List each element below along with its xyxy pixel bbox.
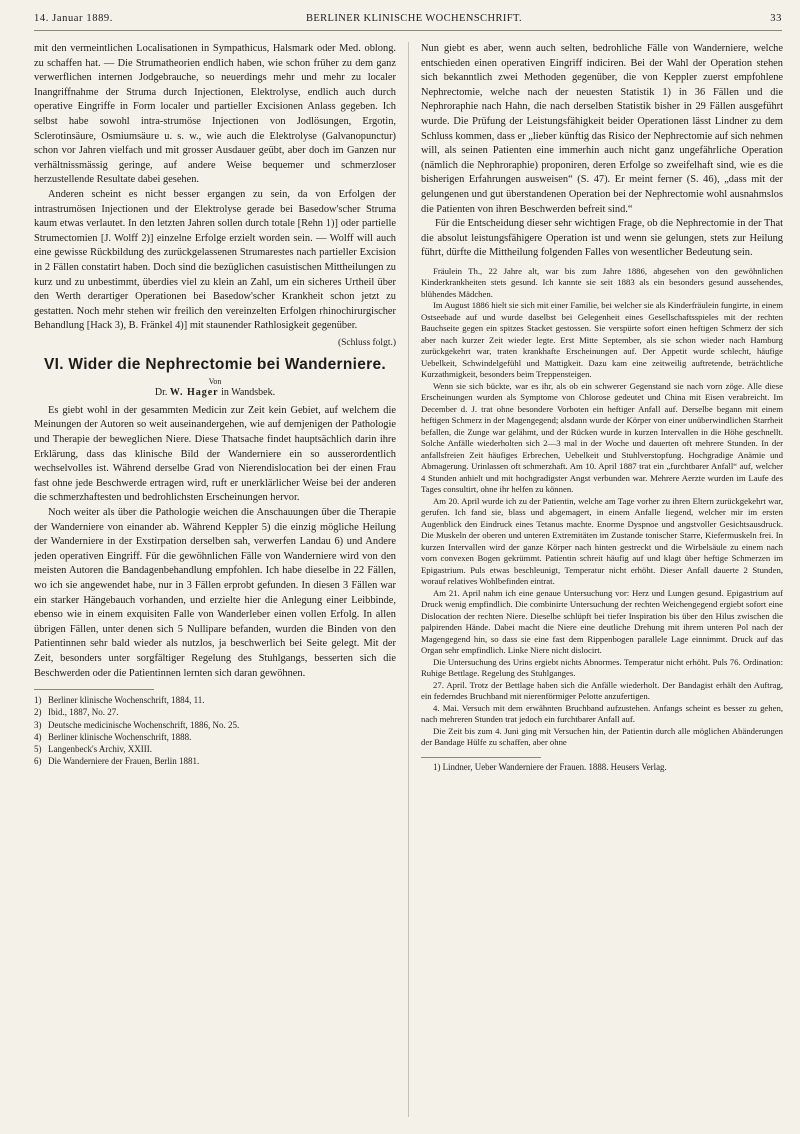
page-number: 33 <box>770 13 782 24</box>
footnote: 2) Ibid., 1887, No. 27. <box>34 707 119 718</box>
footnote: 3) Deutsche medicinische Wochenschrift, 1886, No. 25. <box>34 719 240 730</box>
case-paragraph: Wenn sie sich bückte, war es ihr, als ob ein schwerer Gegenstand sie nach vorn zöge. Alle diese Erscheinungen wurden als Symptome von Chlorose gedeutet und China mit Eisen verabreicht. Im December d. J. trat ohne besondere Vorboten ein heftiger Anfall auf. Derselbe begann mit einem heftigen Schmerz in der Magengegend; alsdann wurde der Körper von einer unüberwindlichen Starrheit befallen, die Zunge war gelähmt, und der Rücken wurde in kurzen Intervallen in die Höhe geschnellt. Solche Anfälle wiederholten sich 2—3 mal in der Woche und dauerten oft mehrere Stunden. In der anfallsfreien Zeit häufiges Erbrechen, Uebelkeit und Stuhlverstopfung. Hochgradige Anämie und Abmagerung. Urinlassen oft schmerzhaft. Am 10. April 1887 trat ein „furchtbarer Anfall“ auf, welcher 4 Stunden anhielt und mit hochgradigster Angst verbunden war. Mehrere Aerzte wurden im Laufe des Tages consultirt, ohne ihr helfen zu können. <box>421 380 783 495</box>
newspaper-page <box>34 10 782 1122</box>
footnote: 1) Berliner klinische Wochenschrift, 1884, 11. <box>34 695 205 706</box>
paragraph: Es giebt wohl in der gesammten Medicin zur Zeit kein Gebiet, auf welchem die Meinungen der Autoren so weit auseinandergehen, wie auf demjenigen der Pathologie und Therapie der beweglichen Niere. Diese Thatsache findet hauptsächlich darin ihre Erklärung, dass das klinische Bild der Wanderniere ein so ausserordentlich wechselvolles ist. Während derselbe Grad von Nierendislocation bei der einen Frau fast ohne jede Beschwerde ertragen wird, ruft er unerklärlicher Weise bei der anderen die schmerzhaftesten und bedrohlichsten Erscheinungen hervor. <box>34 404 396 504</box>
byline-author <box>34 387 396 398</box>
right-column <box>421 42 783 1117</box>
case-paragraph: 27. April. Trotz der Bettlage haben sich die Anfälle wiederholt. Der Bandagist erhält den Auftrag, ein federndes Bruchband mit nierenförmiger Pelotte anzufertigen. <box>421 679 783 702</box>
paragraph: Nun giebt es aber, wenn auch selten, bedrohliche Fälle von Wanderniere, welche entschieden einen operativen Eingriff indiciren. Bei der Wahl der Operation stehen sich bekanntlich zwei Methoden gegenüber, die von Keppler zuerst empfohlene Nephrectomie, welche nach der neuesten Statistik 1) in 36 Fällen und die Nephroraphie nach Hahn, die nach derselben Statistik bisher in 29 Fällen ausgeführt wurde. Die Prüfung der Leistungsfähigkeit beider Operationen lässt Lindner zu dem Schluss kommen, dass er „lieber künftig das Risico der Nephrectomie auf sich nehmen will, als seinen Patienten eine immerhin auch nicht ganz ungefährliche Operation (nämlich die Nephroraphie) proponiren, deren Erfolge so zweifelhaft sind, wie es die bisherigen Erfahrungen ausweisen“ (S. 47). Er meint ferner (S. 46), „dass mit der gelungenen und gut überstandenen Operation bei der Nephrectomie wohl ausnahmslos die Patienten von ihren Beschwerden befreit sind.“ <box>421 43 783 215</box>
case-paragraph: Am 20. April wurde ich zu der Patientin, welche am Tage vorher zu ihren Eltern zurückgekehrt war, gerufen. Ich fand sie, blass und abgemagert, in einem Anfalle liegend, welcher mir im ersten Augenblick den Eindruck eines Tetanus machte. Enorme Dyspnoe und angstvoller Gesichtsausdruck. Die Muskeln der oberen und unteren Extremitäten im Zustande tonischer Starre, Kiefermuskeln frei. In kurzen Intervallen wird der ganze Körper nach hinten gestreckt und die Wirbelsäule zu einem nach vorn convexen Bogen gekrümmt. Patientin schreit häufig auf und klagt über heftige Schmerzen im Epigastrium. Puls etwas beschleunigt, Temperatur nicht erhöht. Dieser Anfall dauerte 2 Stunden, worauf relatives Wohlbefinden eintrat. <box>421 495 783 587</box>
author-name: W. Hager <box>169 386 219 398</box>
column-divider <box>408 42 409 1117</box>
page-header <box>34 10 782 31</box>
journal-title: BERLINER KLINISCHE WOCHENSCHRIFT. <box>305 13 523 24</box>
footnote-rule <box>34 689 154 690</box>
paragraph: Noch weiter als über die Pathologie weichen die Anschauungen über die Therapie der Wanderniere von einander ab. Während Keppler 5) die einzig mögliche Heilung der Wanderniere in der Exstirpation derselben sah, verwerfen Landau 6) und Andere jeden operativen Eingriff. Für die gewöhnlichen Fälle von Wanderniere wird von den meisten Autoren die Bandagenbehandlung empfohlen. Ich habe dieselbe in 22 Fällen, wo ich sie angewendet habe, nur in 3 Fällen erprobt gefunden. In diesen 3 Fällen war ein starker Hängebauch vorhanden, und erzielte hier die Anlegung einer Leibbinde, ebenso wie in einem exquisiten Falle von Wanderleber einen vollen Erfolg. In allen übrigen Fällen, unter denen sich 5 Nullipare befanden, wurden die Binden von den Patientinnen sehr bald wieder als nutzlos, ja beschwerlich bei Seite gelegt. Mit der Zeit, besonders unter sorgfältiger Regelung des Stuhlgangs, besserten sich die Beschwerden oder die Patientinnen lernten sich daran gewöhnen. <box>34 507 396 679</box>
left-column <box>34 42 396 1117</box>
footnote: 5) Langenbeck's Archiv, XXIII. <box>34 743 153 754</box>
byline-von: Von <box>208 376 222 386</box>
case-paragraph: Fräulein Th., 22 Jahre alt, war bis zum Jahre 1886, abgesehen von den gewöhnlichen Kinderkrankheiten stets gesund. Ich kannte sie seit 1883 als ein besonders gesund aussehendes, blühendes Mädchen. <box>421 265 783 299</box>
footnote-rule <box>421 757 541 758</box>
section-heading: VI. Wider die Nephrectomie bei Wanderniere. <box>43 355 387 373</box>
two-column-body <box>34 42 782 1117</box>
case-paragraph: Am 21. April nahm ich eine genaue Untersuchung vor: Herz und Lungen gesund. Epigastrium auf Druck wenig empfindlich. Die combinirte Untersuchung der rechten Weichengegend ergiebt sofort eine Dislocation der rechten Niere. Dieselbe schlüpft bei tiefer Inspiration bis über den Hilus zwischen die palpirenden Hände. Dabei macht die Niere eine deutliche Drehung mit ihrem unteren Pol nach der Magengegend hin, so dass sie eine fast dem Rippenbogen parallele Lage einnimmt. Druck auf das Organ sehr empfindlich. Linke Niere nicht dislocirt. <box>421 587 783 656</box>
case-paragraph: Die Zeit bis zum 4. Juni ging mit Versuchen hin, der Patientin durch alle möglichen Abänderungen der Bandage Hülfe zu schaffen, aber ohne <box>421 725 783 748</box>
footnote: 1) Lindner, Ueber Wanderniere der Frauen. 1888. Heusers Verlag. <box>433 761 667 772</box>
case-paragraph: 4. Mai. Versuch mit dem erwähnten Bruchband aufzustehen. Anfangs scheint es besser zu gehen, nach mehreren Stunden trat jedoch ein furchtbarer Anfall auf. <box>421 702 783 725</box>
case-paragraph: Im August 1886 hielt sie sich mit einer Familie, bei welcher sie als Kinderfräulein fungirte, in einem Ostseebade auf und wurde daselbst bei Gelegenheit eines Gesellschaftsspieles mit der rechten Bauchseite gegen ein spitzes Stacket gestossen. Sie verspürte sofort einen heftigen Schmerz der sich aber nach kurzer Zeit wieder legte. Erst Mitte September, als sie schon wieder nach Hamburg zurückgekehrt war, traten krankhafte Erscheinungen auf. Der Appetit wurde schlecht, häufige Uebelkeit, Schwindelgefühl und Mattigkeit. Dazu kam eine zeitweilig auftretende, beträchtliche Kurzathmigkeit, besonders beim Treppensteigen. <box>421 300 783 380</box>
to-be-continued-note: (Schluss folgt.) <box>337 337 396 348</box>
issue-date: 14. Januar 1889. <box>34 13 114 24</box>
case-paragraph: Die Untersuchung des Urins ergiebt nichts Abnormes. Temperatur nicht erhöht. Puls 76. Ordination: Ruhige Bettlage. Regelung des Stuhlganges. <box>421 656 783 679</box>
paragraph: mit den vermeintlichen Localisationen in Sympathicus, Halsmark oder Med. oblong. zu schaffen hat. — Die Strumatheorien endlich haben, wie schon früher zu dem ganz verwerflichen internen Jodgebrauche, so neuerdings mehr und mehr zu localer Inangriffnahme der Struma durch Injectionen, Elektrolyse, endlich auch durch operative Eingriffe in Form localer und partieller Excisionen Anlass gegeben. Ich selbst habe sowohl intra-strumöse Injectionen von Jodlösungen, Ergotin, Sclerotinsäure, Osmiumsäure u. s. w., wie auch die Elektrolyse (Galvanopunctur) schon vor Jahren vielfach und mit grosser Ausdauer geübt, aber doch im Ganzen nur verhältnissmässig geringe, auf andere Weise bequemer und schmerzloser herzustellende Resultate dabei gesehen. <box>34 43 396 186</box>
author-prefix: Dr. <box>154 386 168 398</box>
footnote: 4) Berliner klinische Wochenschrift, 1888. <box>34 731 192 742</box>
paragraph: Anderen scheint es nicht besser ergangen zu sein, da von Erfolgen der intrastrumösen Injectionen und der Elektrolyse gerade bei Basedow'scher Struma kaum etwas verlautet. In den letzten Jahren sollen durch totale [Rehn 1)] oder partielle Strumectomien [J. Wolff 2)] einzelne Erfolge erzielt worden sein. — Wolff will auch eine gewisse Rückbildung des zurückgelassenen Strumarestes nach partieller Excision in 2 Fällen constatirt haben. Doch sind die bezüglichen casuistischen Mittheilungen zu kurz und zu unbestimmt, überdies viel zu klein an Zahl, um ein sicheres Urtheil über den Werth derartiger Operationen bei Basedow'scher Krankheit schon jetzt zu gestatten. Noch mehr stehen wir freilich den vereinzelten Erfolgen rhinochirurgischer Behandlung [Hack 3), B. Fränkel 4)] mit staunender Rathlosigkeit gegenüber. <box>34 188 396 332</box>
paragraph: Für die Entscheidung dieser sehr wichtigen Frage, ob die Nephrectomie in der That die absolut leistungsfähigere Operation ist und wenn sie gelungen, stets zur Heilung führt, dürfte die Mittheilung folgenden Falles von wesentlicher Bedeutung sein. <box>421 218 783 259</box>
footnote: 6) Die Wanderniere der Frauen, Berlin 1881. <box>34 756 200 767</box>
author-location: in Wandsbek. <box>221 386 276 398</box>
